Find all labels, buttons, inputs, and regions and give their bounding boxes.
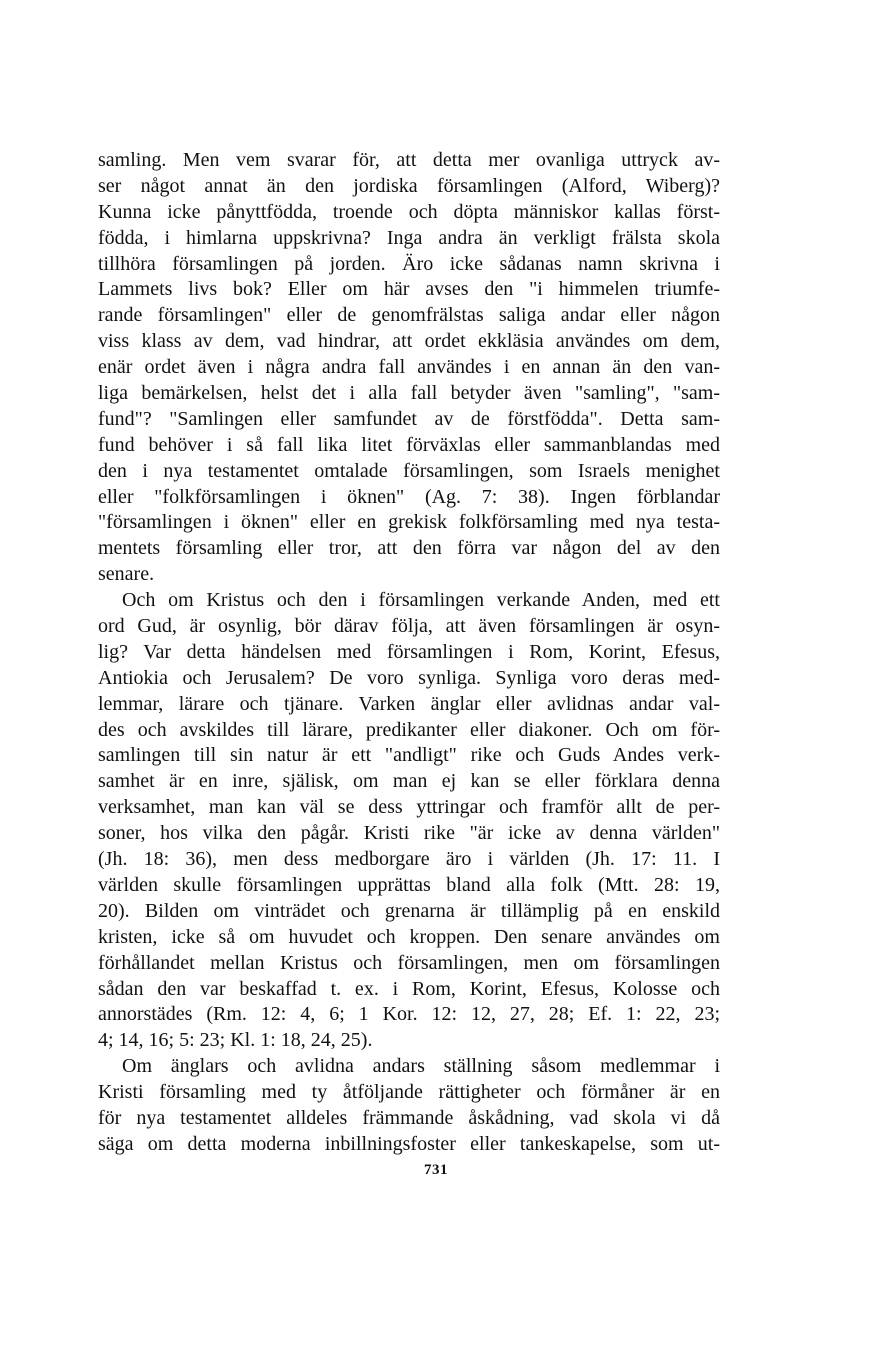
text-line: samlingen till sin natur är ett "andligt" rike och Guds Andes verk-: [98, 744, 720, 767]
text-line: Lammets livs bok? Eller om här avses den "i himmelen triumfe-: [98, 278, 720, 301]
text-line: soner, hos vilka den pågår. Kristi rike "är icke av denna världen": [98, 822, 720, 845]
text-line: "församlingen i öknen" eller en grekisk folkförsamling med nya testa-: [98, 511, 720, 534]
text-line: tillhöra församlingen på jorden. Äro icke sådanas namn skrivna i: [98, 252, 720, 275]
text-line: Antiokia och Jerusalem? De voro synliga. Synliga voro deras med-: [98, 666, 720, 689]
text-line: Kunna icke pånyttfödda, troende och döpta människor kallas först-: [98, 200, 720, 223]
text-line: annorstädes (Rm. 12: 4, 6; 1 Kor. 12: 12, 27, 28; Ef. 1: 22, 23;: [98, 1003, 720, 1026]
text-line: fund"? "Samlingen eller samfundet av de förstfödda". Detta sam-: [98, 407, 720, 430]
text-line: kristen, icke så om huvudet och kroppen. Den senare användes om: [98, 925, 720, 948]
text-line: 4; 14, 16; 5: 23; Kl. 1: 18, 24, 25).: [98, 1029, 373, 1052]
text-line: ser något annat än den jordiska församlingen (Alford, Wiberg)?: [98, 174, 720, 197]
text-line: 20). Bilden om vinträdet och grenarna är tillämplig på en enskild: [98, 899, 720, 922]
text-line: verksamhet, man kan väl se dess yttringar och framför allt de per-: [98, 796, 720, 819]
text-line: eller "folkförsamlingen i öknen" (Ag. 7: 38). Ingen förblandar: [98, 485, 720, 508]
text-line: mentets församling eller tror, att den förra var någon del av den: [98, 537, 720, 560]
text-line: ord Gud, är osynlig, bör därav följa, att även församlingen är osyn-: [98, 615, 720, 638]
text-line: Kristi församling med ty åtföljande rättigheter och förmåner är en: [98, 1081, 720, 1104]
text-line: sådan den var beskaffad t. ex. i Rom, Korint, Efesus, Kolosse och: [98, 977, 720, 1000]
text-line: lemmar, lärare och tjänare. Varken änglar eller avlidnas andar val-: [98, 692, 720, 715]
text-line: rande församlingen" eller de genomfrälstas saliga andar eller någon: [98, 304, 720, 327]
text-line: fund behöver i så fall lika litet förväxlas eller sammanblandas med: [98, 433, 720, 456]
text-line: samling. Men vem svarar för, att detta mer ovanliga uttryck av-: [98, 149, 720, 171]
text-line: des och avskildes till lärare, predikanter eller diakoner. Och om för-: [98, 718, 720, 741]
text-line: viss klass av dem, vad hindrar, att ordet ekkläsia användes om dem,: [98, 330, 720, 353]
text-line: födda, i himlarna uppskrivna? Inga andra än verkligt frälsta skola: [98, 226, 720, 249]
body-text: [98, 148, 720, 1158]
text-line: samhet är en inre, själisk, om man ej kan se eller förklara denna: [98, 770, 720, 793]
text-line: Om änglars och avlidna andars ställning såsom medlemmar i: [122, 1055, 720, 1078]
text-line: enär ordet även i några andra fall användes i en annan än den van-: [98, 356, 720, 379]
text-line: Och om Kristus och den i församlingen verkande Anden, med ett: [122, 589, 720, 612]
text-line: senare.: [98, 563, 155, 586]
text-line: förhållandet mellan Kristus och församlingen, men om församlingen: [98, 951, 720, 974]
text-line: för nya testamentet alldeles främmande åskådning, vad skola vi då: [98, 1106, 720, 1129]
text-line: den i nya testamentet omtalade församlingen, som Israels menighet: [98, 459, 720, 482]
page-number: 731: [424, 1162, 448, 1178]
text-line: världen skulle församlingen upprättas bland alla folk (Mtt. 28: 19,: [98, 873, 720, 896]
text-line: (Jh. 18: 36), men dess medborgare äro i världen (Jh. 17: 11. I: [98, 848, 720, 871]
text-line: liga bemärkelsen, helst det i alla fall betyder även "samling", "sam-: [98, 382, 720, 405]
text-line: säga om detta moderna inbillningsfoster eller tankeskapelse, som ut-: [98, 1132, 720, 1155]
text-line: lig? Var detta händelsen med församlingen i Rom, Korint, Efesus,: [98, 640, 720, 663]
